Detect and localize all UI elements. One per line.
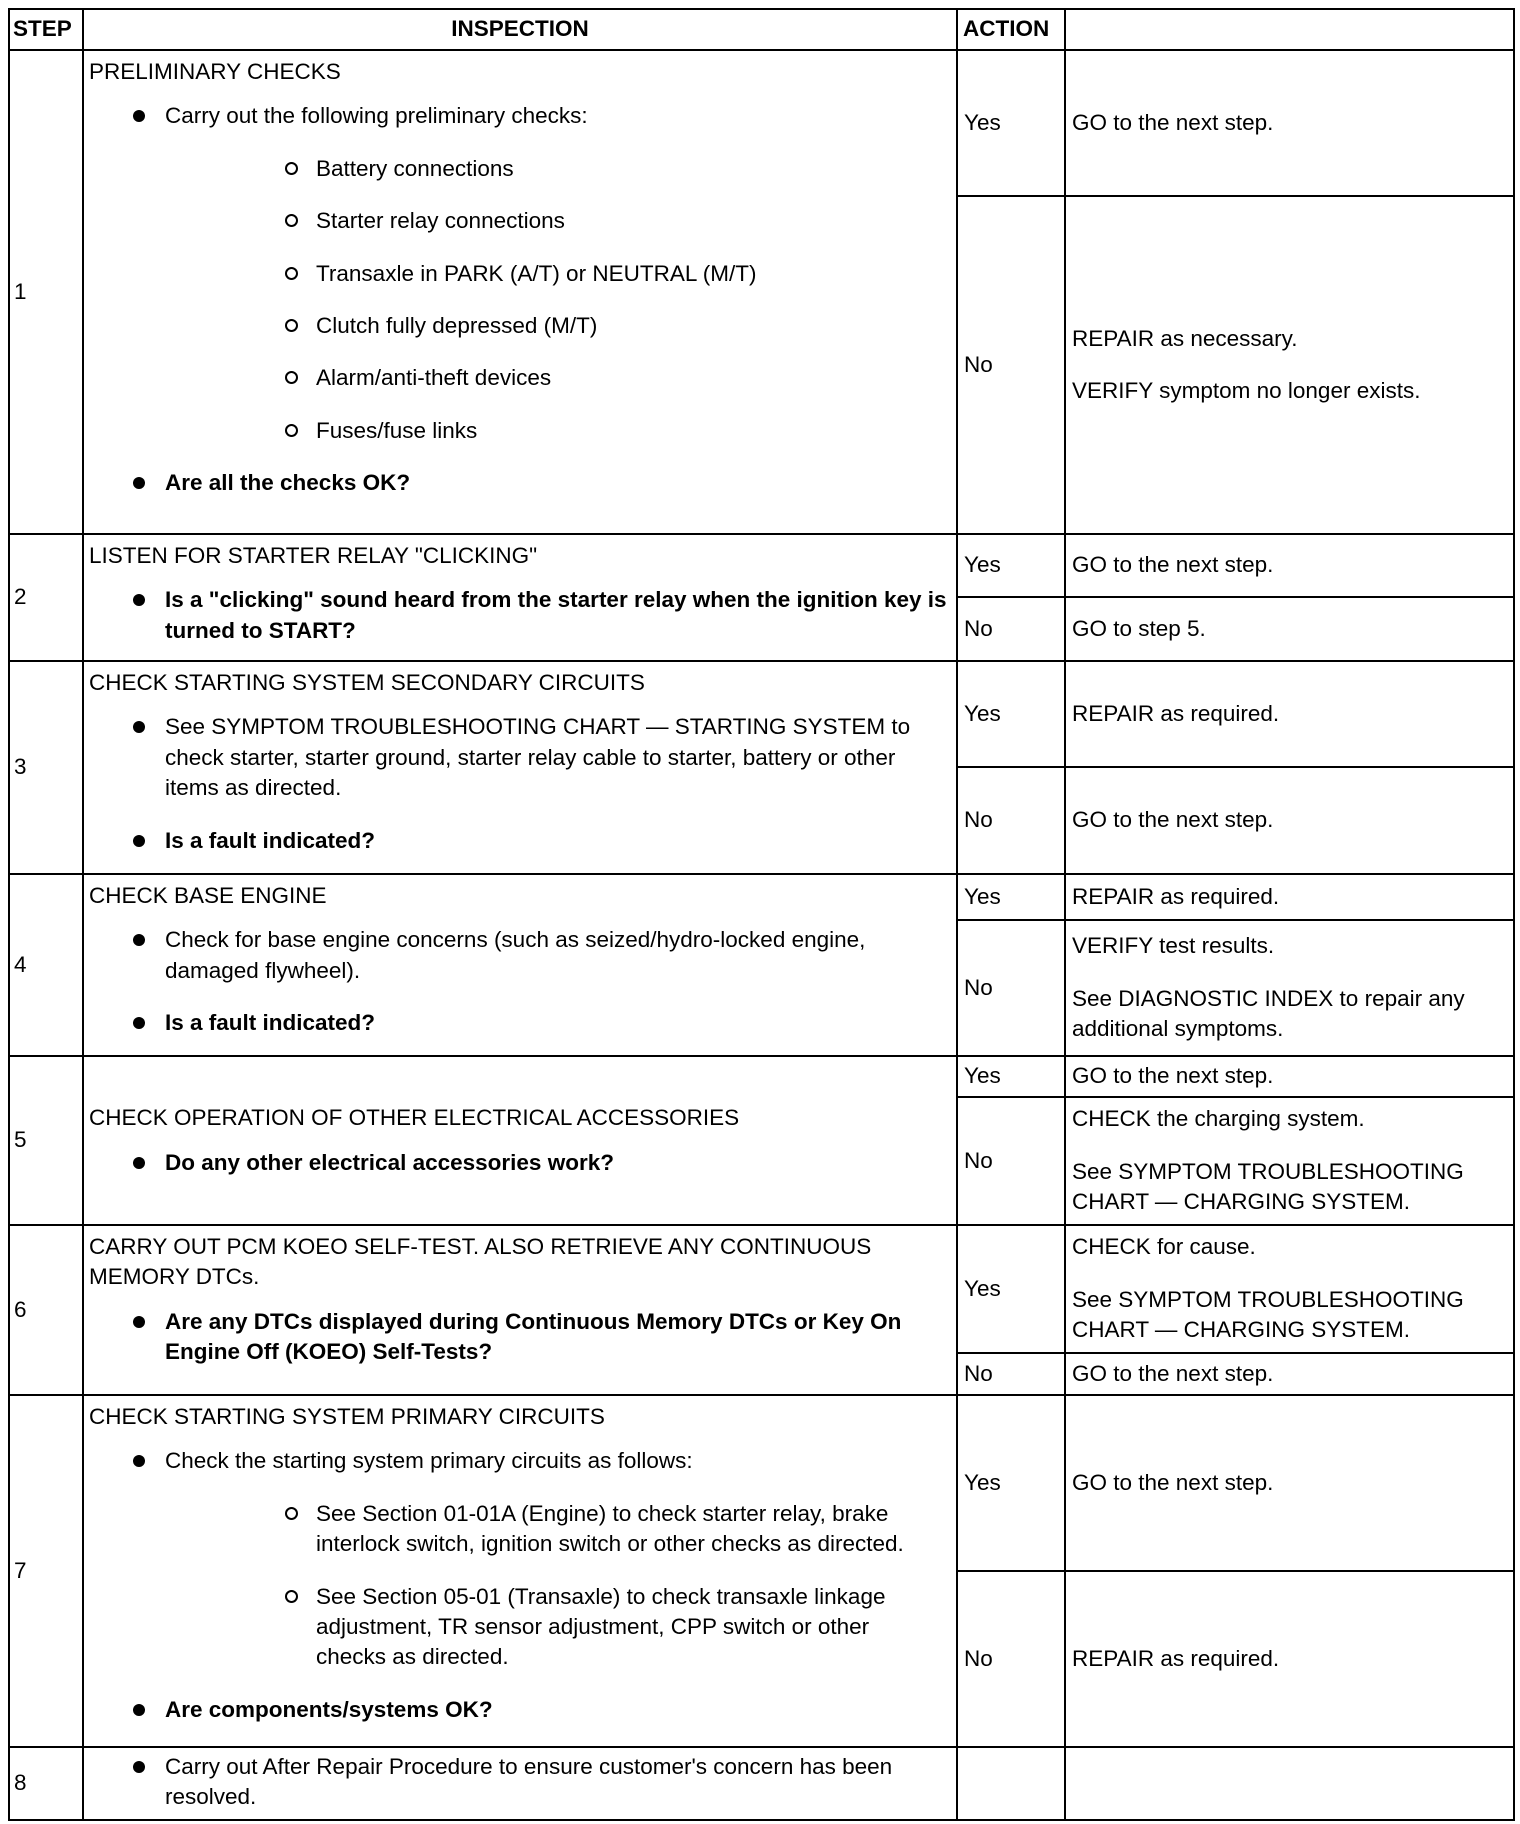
step-number: 6 [9,1225,83,1395]
action-header: ACTION [957,9,1065,50]
step-5-row-yes [9,1056,1514,1097]
answer-no: No [957,1353,1065,1395]
answer-no: No [957,196,1065,534]
step-7-inspection [83,1395,957,1747]
inspection-header: INSPECTION [83,9,957,50]
action-yes: REPAIR as required. [1065,661,1514,767]
action-yes: GO to the next step. [1065,534,1514,597]
step-6-inspection [83,1225,957,1395]
action-no [1065,1097,1514,1225]
step-header: STEP [9,9,83,50]
action-no: GO to the next step. [1065,1353,1514,1395]
action-line: See SYMPTOM TROUBLESHOOTING CHART — CHARGING SYSTEM. [1072,1158,1464,1215]
sub-item: Battery connections [165,154,948,184]
step-number: 1 [9,50,83,534]
step-number: 3 [9,661,83,874]
step-number: 8 [9,1747,83,1820]
bullet-item: Carry out After Repair Procedure to ensure customer's concern has been resolved. [89,1752,948,1813]
action-yes: GO to the next step. [1065,1395,1514,1571]
question: Are components/systems OK? [89,1695,948,1725]
bullet-item: See SYMPTOM TROUBLESHOOTING CHART — STARTING SYSTEM to check starter, starter ground, starter relay cable to starter, battery or other items as directed. [89,712,948,803]
step-2-inspection [83,534,957,661]
question: Is a fault indicated? [89,826,948,856]
answer-yes: Yes [957,534,1065,597]
action-yes: GO to the next step. [1065,50,1514,196]
question: Is a "clicking" sound heard from the starter relay when the ignition key is turned to START? [89,585,948,646]
step-title: CHECK STARTING SYSTEM PRIMARY CIRCUITS [89,1404,605,1429]
answer-no: No [957,1571,1065,1747]
question: Are all the checks OK? [89,468,948,498]
action-no [1065,196,1514,534]
action-line: CHECK the charging system. [1072,1106,1365,1132]
action-no [1065,920,1514,1056]
action-line: VERIFY test results. [1072,933,1275,959]
result-header [1065,9,1514,50]
sub-item: See Section 01-01A (Engine) to check starter relay, brake interlock switch, ignition switch or other checks as directed. [165,1499,948,1560]
question: Do any other electrical accessories work? [89,1148,948,1178]
action-no: GO to step 5. [1065,597,1514,661]
answer-yes: Yes [957,874,1065,920]
sub-item: Transaxle in PARK (A/T) or NEUTRAL (M/T) [165,259,948,289]
step-8-inspection [83,1747,957,1820]
step-title: LISTEN FOR STARTER RELAY "CLICKING" [89,543,538,568]
step-4-inspection [83,874,957,1056]
bullet-item [89,101,948,446]
step-4-row-yes [9,874,1514,920]
answer-yes: Yes [957,1225,1065,1353]
answer-no: No [957,920,1065,1056]
action-no: GO to the next step. [1065,767,1514,874]
troubleshooting-table [8,8,1515,1821]
action-yes: REPAIR as required. [1065,874,1514,920]
action-yes [1065,1225,1514,1353]
answer-yes: Yes [957,50,1065,196]
step-title: PRELIMINARY CHECKS [89,59,341,84]
step-number: 7 [9,1395,83,1747]
step-8-row [9,1747,1514,1820]
answer-no: No [957,1097,1065,1225]
step-title: CHECK OPERATION OF OTHER ELECTRICAL ACCESSORIES [89,1105,740,1131]
step-number: 5 [9,1056,83,1225]
question: Are any DTCs displayed during Continuous Memory DTCs or Key On Engine Off (KOEO) Self-Tests? [89,1307,948,1368]
step-2-row-yes [9,534,1514,597]
question: Is a fault indicated? [89,1008,948,1038]
answer-yes: Yes [957,1395,1065,1571]
sub-item: Fuses/fuse links [165,416,948,446]
step-number: 4 [9,874,83,1056]
action-line: See SYMPTOM TROUBLESHOOTING CHART — CHARGING SYSTEM. [1072,1286,1464,1343]
action-empty [1065,1747,1514,1820]
action-line: See DIAGNOSTIC INDEX to repair any additional symptoms. [1072,985,1465,1042]
step-6-row-yes [9,1225,1514,1353]
sub-item: Clutch fully depressed (M/T) [165,311,948,341]
action-line: REPAIR as necessary. [1072,325,1298,351]
header-row [9,9,1514,50]
step-number: 2 [9,534,83,661]
step-title: CARRY OUT PCM KOEO SELF-TEST. ALSO RETRIEVE ANY CONTINUOUS MEMORY DTCs. [89,1234,872,1290]
answer-yes: Yes [957,1056,1065,1097]
bullet-item: Check for base engine concerns (such as seized/hydro-locked engine, damaged flywheel). [89,925,948,986]
answer-no: No [957,767,1065,874]
sub-item: Starter relay connections [165,206,948,236]
step-1-inspection [83,50,957,534]
step-5-inspection [83,1056,957,1225]
answer-yes: Yes [957,661,1065,767]
answer-no: No [957,597,1065,661]
sub-item: Alarm/anti-theft devices [165,363,948,393]
action-line: VERIFY symptom no longer exists. [1072,378,1421,403]
step-7-row-yes [9,1395,1514,1571]
bullet-text: Carry out the following preliminary checks: [165,103,588,129]
step-3-inspection [83,661,957,874]
step-1-row-yes [9,50,1514,196]
step-3-row-yes [9,661,1514,767]
bullet-item [89,1446,948,1672]
step-title: CHECK BASE ENGINE [89,883,327,908]
action-line: CHECK for cause. [1072,1234,1256,1260]
sub-item: See Section 05-01 (Transaxle) to check transaxle linkage adjustment, TR sensor adjustment, CPP switch or other checks as directed. [165,1582,948,1673]
action-no: REPAIR as required. [1065,1571,1514,1747]
step-title: CHECK STARTING SYSTEM SECONDARY CIRCUITS [89,670,645,695]
action-yes: GO to the next step. [1065,1056,1514,1097]
bullet-text: Check the starting system primary circuits as follows: [165,1448,693,1474]
answer-empty [957,1747,1065,1820]
